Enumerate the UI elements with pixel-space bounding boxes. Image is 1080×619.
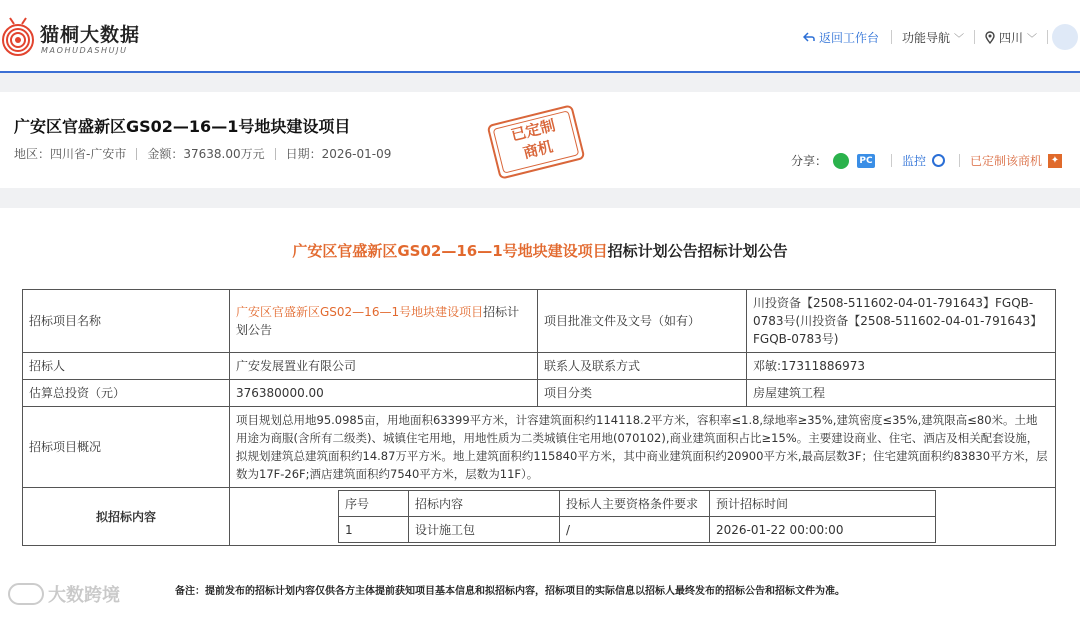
- row-value: [230, 290, 538, 353]
- cell: 1: [339, 517, 409, 543]
- project-date: 日期：2026-01-09: [285, 147, 392, 161]
- divider: [1047, 30, 1048, 44]
- cell: 2026-01-22 00:00:00: [710, 517, 936, 543]
- sub-table-row: [339, 517, 936, 543]
- location-pin-icon: [985, 31, 995, 44]
- tender-info-table: [22, 289, 1056, 546]
- document-title-suffix: 招标计划公告招标计划公告: [607, 242, 788, 260]
- row-label: 联系人及联系方式: [538, 353, 747, 380]
- project-overview: 项目规划总用地95.0985亩，用地面积63399平方米，计容建筑面积约114118.2平方米，容积率≤1.8,绿地率≥35%,建筑密度≤35%,建筑限高≤80米。土地用途为商服(含所有二级类)、城镇住宅用地，用地性质为二类城镇住宅用地(070102),商业建筑面积占比≥15%。主要建设商业、住宅、酒店及相关配套设施，拟规划建筑总建筑面积约14.87万平方米。地上建筑面积约115840平方米，其中商业建筑面积约20900平方米,最高层数3F；住宅建筑面积约83830平方米，层数为17F-26F;酒店建筑面积约7540平方米，层数为11F）。: [230, 407, 1056, 488]
- column-header: 投标人主要资格条件要求: [560, 491, 710, 517]
- pc-share-icon[interactable]: PC: [857, 154, 875, 168]
- top-nav-bar: [0, 0, 1080, 73]
- monitor-button[interactable]: [902, 152, 945, 169]
- column-header: 序号: [339, 491, 409, 517]
- row-label: 估算总投资（元）: [23, 380, 230, 407]
- row-value: 房屋建筑工程: [747, 380, 1056, 407]
- column-header: 预计招标时间: [710, 491, 936, 517]
- customized-button[interactable]: [970, 152, 1062, 169]
- watermark-text: 大数跨境: [48, 585, 120, 606]
- document-title-project: 广安区官盛新区GS02—16—1号地块建设项目: [292, 242, 608, 260]
- project-name-link[interactable]: 广安区官盛新区GS02—16—1号地块建设项目: [236, 305, 484, 319]
- region-label: 四川: [998, 30, 1023, 45]
- row-value: 川投资备【2508-511602-04-01-791643】FGQB-0783号(川投资备【2508-511602-04-01-791643】FGQB-0783号): [747, 290, 1056, 353]
- divider: [136, 148, 137, 160]
- table-row: [23, 488, 1056, 546]
- user-avatar[interactable]: [1052, 24, 1078, 50]
- row-label: 项目批准文件及文号（如有）: [538, 290, 747, 353]
- region-dropdown[interactable]: [975, 29, 1047, 46]
- back-arrow-icon: [803, 31, 815, 43]
- row-label: 招标人: [23, 353, 230, 380]
- chevron-down-icon: ﹀: [1027, 33, 1037, 45]
- row-label: 招标项目概况: [23, 407, 230, 488]
- divider: [891, 154, 892, 167]
- back-label: 返回工作台: [818, 30, 879, 45]
- nav-right: [803, 22, 1080, 52]
- tender-content-cell: [230, 488, 1056, 546]
- customized-label: 已定制该商机: [969, 154, 1042, 168]
- row-label: 拟招标内容: [23, 488, 230, 546]
- row-value: 广安发展置业有限公司: [230, 353, 538, 380]
- sub-table-header: [339, 491, 936, 517]
- main-content: [0, 208, 1080, 619]
- tender-content-table: [338, 490, 936, 543]
- project-meta: [14, 145, 391, 162]
- project-title: 广安区官盛新区GS02—16—1号地块建设项目: [14, 117, 351, 136]
- chevron-down-icon: ﹀: [953, 33, 964, 45]
- brand-logo-icon: [2, 10, 38, 62]
- flag-icon: ✦: [1048, 154, 1062, 168]
- table-row: [23, 353, 1056, 380]
- table-row: [23, 407, 1056, 488]
- row-value: 邓敏:17311886973: [747, 353, 1056, 380]
- row-value: 376380000.00: [230, 380, 538, 407]
- back-to-workspace-link[interactable]: [803, 29, 891, 46]
- project-region: 地区：四川省-广安市: [14, 147, 127, 161]
- share-label: 分享：: [790, 154, 827, 168]
- disclaimer-note: 备注：提前发布的招标计划内容仅供各方主体提前获知项目基本信息和拟招标内容，招标项目的实际信息以招标人最终发布的招标公告和招标文件为准。: [175, 586, 845, 597]
- customized-stamp: [487, 104, 586, 180]
- brand-logo[interactable]: [0, 8, 150, 64]
- project-header: [0, 92, 1080, 188]
- wechat-share-icon[interactable]: [833, 153, 849, 169]
- divider: [959, 154, 960, 167]
- watermark-logo-icon: [8, 583, 44, 605]
- cell: /: [560, 517, 710, 543]
- project-actions: [791, 152, 1062, 169]
- document-title: [0, 240, 1080, 261]
- row-label: 项目分类: [538, 380, 747, 407]
- monitor-label: 监控: [901, 154, 926, 168]
- watermark: [8, 581, 120, 607]
- table-row: [23, 380, 1056, 407]
- function-nav-dropdown[interactable]: [892, 29, 974, 46]
- function-nav-label: 功能导航: [901, 30, 950, 45]
- monitor-icon: [932, 154, 945, 167]
- stamp-text: 已定制商机: [509, 116, 558, 163]
- row-label: 招标项目名称: [23, 290, 230, 353]
- cell: 设计施工包: [409, 517, 560, 543]
- project-name-suffix: 招标计划公告: [236, 305, 520, 337]
- table-row: [23, 290, 1056, 353]
- column-header: 招标内容: [409, 491, 560, 517]
- project-amount: 金额：37638.00万元: [147, 147, 265, 161]
- brand-name-en: MAOHUDASHUJU: [41, 46, 128, 55]
- brand-name: 猫桐大数据: [40, 24, 141, 46]
- divider: [275, 148, 276, 160]
